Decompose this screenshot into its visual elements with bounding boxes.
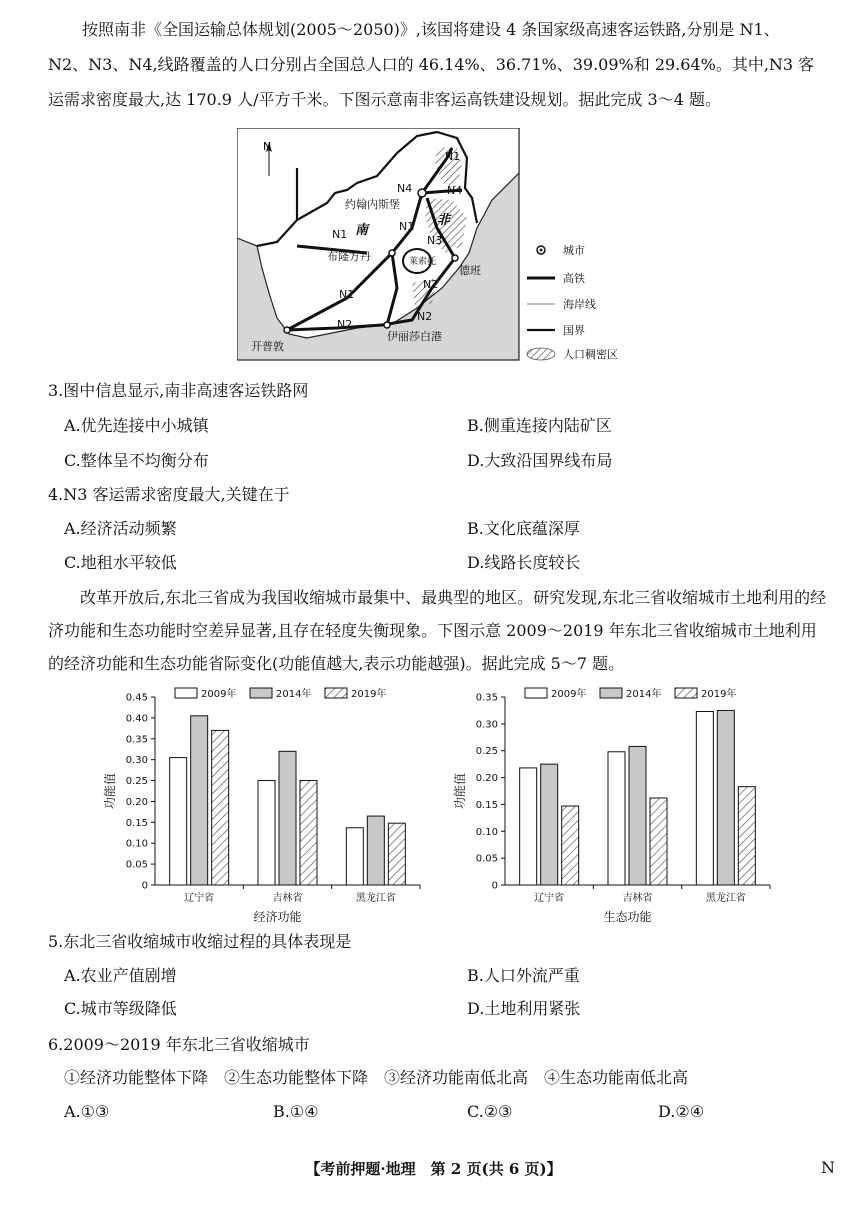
q6-option-a[interactable]: A.①③ <box>64 1102 110 1121</box>
label-south: 南 <box>355 223 369 238</box>
label-n2-c: N2 <box>337 318 353 331</box>
y-tick-label: 0.10 <box>125 838 148 850</box>
label-port-elizabeth: 伊丽莎白港 <box>387 330 442 343</box>
label-capetown: 开普敦 <box>251 340 284 353</box>
x-tick-label: 辽宁省 <box>184 893 215 904</box>
y-tick-label: 0.05 <box>475 853 498 865</box>
city-capetown <box>284 327 290 333</box>
q3-option-b[interactable]: B.侧重连接内陆矿区 <box>467 416 612 435</box>
bar-2014年-辽宁省 <box>541 764 558 885</box>
north-label: N <box>263 140 272 153</box>
q5-option-a[interactable]: A.农业产值剧增 <box>64 966 177 985</box>
q3-stem: 3.图中信息显示,南非高速客运铁路网 <box>48 381 309 400</box>
bar-2019年-吉林省 <box>300 781 317 885</box>
q6-option-d[interactable]: D.②④ <box>658 1102 705 1121</box>
legend-coast-label: 海岸线 <box>563 298 596 311</box>
q5-option-b[interactable]: B.人口外流严重 <box>467 966 580 985</box>
intro-paragraph-2: 改革开放后,东北三省成为我国收缩城市最集中、最典型的地区。研究发现,东北三省收缩城市土地利用的经济功能和生态功能时空差异显著,且存在轻度失衡现象。下图示意 2009～2019 年东北三省收缩城市土地利用的经济功能和生态功能省际变化(功能值越大,表示功能越强)。据此完成 5～7 题。 <box>48 588 827 673</box>
label-lesotho: 莱索托 <box>409 257 437 267</box>
q6-items: ①经济功能整体下降 ②生态功能整体下降 ③经济功能南低北高 ④生态功能南低北高 <box>64 1068 689 1087</box>
q3-option-d[interactable]: D.大致沿国界线布局 <box>467 451 613 470</box>
legend-dense-label: 人口稠密区 <box>563 348 618 361</box>
legend-city-label: 城市 <box>563 244 585 257</box>
y-tick-label: 0.30 <box>475 719 498 731</box>
bar-2009年-吉林省 <box>258 781 275 885</box>
legend-label-2019年: 2019年 <box>701 689 737 700</box>
chart-title: 生态功能 <box>603 910 652 924</box>
y-tick-label: 0.20 <box>475 773 498 785</box>
bar-2014年-吉林省 <box>629 746 646 885</box>
q5-stem: 5.东北三省收缩城市收缩过程的具体表现是 <box>48 932 352 951</box>
bar-2014年-黑龙江省 <box>367 816 384 885</box>
y-tick-label: 0.35 <box>475 692 498 704</box>
legend-label-2009年: 2009年 <box>201 689 237 700</box>
q3-option-a[interactable]: A.优先连接中小城镇 <box>64 416 209 435</box>
bar-2014年-黑龙江省 <box>717 710 734 885</box>
intro-line-3: 运需求密度最大,达 170.9 人/平方千米。下图示意南非客运高铁建设规划。据此完成 3～4 题。 <box>48 90 721 109</box>
bar-2014年-吉林省 <box>279 751 296 885</box>
q4-option-c[interactable]: C.地租水平较低 <box>64 553 177 572</box>
legend-label-2019年: 2019年 <box>351 689 387 700</box>
label-n3: N3 <box>427 234 443 247</box>
label-durban: 德班 <box>459 264 481 277</box>
y-tick-label: 0.10 <box>475 826 498 838</box>
q6-option-c[interactable]: C.②③ <box>467 1102 513 1121</box>
city-bloemfontein <box>389 250 395 256</box>
y-tick-label: 0.30 <box>125 755 148 767</box>
legend-label-2014年: 2014年 <box>626 689 662 700</box>
city-port-elizabeth <box>384 322 390 328</box>
y-axis-label: 功能值 <box>103 772 117 810</box>
x-tick-label: 辽宁省 <box>534 893 565 904</box>
legend-city-icon <box>537 246 545 254</box>
legend-swatch-2019年 <box>675 688 697 698</box>
q4-option-d[interactable]: D.线路长度较长 <box>467 553 581 572</box>
bar-2019年-辽宁省 <box>212 730 229 885</box>
y-tick-label: 0.15 <box>125 817 148 829</box>
chart-ecological-function <box>450 685 780 930</box>
y-axis-label: 功能值 <box>453 772 467 810</box>
bar-2019年-黑龙江省 <box>738 787 755 885</box>
q4-stem: 4.N3 客运需求密度最大,关键在于 <box>48 485 290 504</box>
bar-2009年-辽宁省 <box>170 758 187 885</box>
intro-line-2: N2、N3、N4,线路覆盖的人口分别占全国总人口的 46.14%、36.71%、39.09%和 29.64%。其中,N3 客 <box>48 55 815 74</box>
bar-2009年-辽宁省 <box>520 768 537 885</box>
q5-option-c[interactable]: C.城市等级降低 <box>64 999 177 1018</box>
q6-option-b[interactable]: B.①④ <box>273 1102 319 1121</box>
intro-line-1: 按照南非《全国运输总体规划(2005～2050)》,该国将建设 4 条国家级高速客运铁路,分别是 N1、 <box>82 20 780 39</box>
bar-2014年-辽宁省 <box>191 716 208 885</box>
legend-swatch-2019年 <box>325 688 347 698</box>
map-legend <box>527 244 618 361</box>
y-tick-label: 0.25 <box>125 776 148 788</box>
legend-border-label: 国界 <box>563 324 585 337</box>
city-durban <box>452 255 458 261</box>
label-africa: 非 <box>437 213 451 228</box>
legend-label-2009年: 2009年 <box>551 689 587 700</box>
legend-swatch-2014年 <box>250 688 272 698</box>
label-n1-d: N1 <box>339 288 355 301</box>
legend-rail-label: 高铁 <box>563 272 585 285</box>
x-tick-label: 吉林省 <box>622 893 653 904</box>
legend-label-2014年: 2014年 <box>276 689 312 700</box>
y-tick-label: 0.15 <box>475 799 498 811</box>
label-n1-a: N1 <box>445 150 461 163</box>
y-tick-label: 0 <box>491 880 498 892</box>
q4-option-a[interactable]: A.经济活动频繁 <box>64 519 177 538</box>
chart-title: 经济功能 <box>253 910 302 924</box>
label-n4-a: N4 <box>397 182 413 195</box>
city-johannesburg <box>418 189 426 197</box>
y-tick-label: 0.05 <box>125 859 148 871</box>
bar-2019年-辽宁省 <box>562 806 579 885</box>
q6-stem: 6.2009～2019 年东北三省收缩城市 <box>48 1035 310 1054</box>
q4-option-b[interactable]: B.文化底蕴深厚 <box>467 519 580 538</box>
corner-mark: N <box>821 1158 835 1177</box>
q3-option-c[interactable]: C.整体呈不均衡分布 <box>64 451 209 470</box>
y-tick-label: 0.45 <box>125 692 148 704</box>
legend-dense-icon <box>527 348 555 360</box>
label-n2-a: N2 <box>423 278 439 291</box>
bar-2009年-黑龙江省 <box>696 712 713 885</box>
label-bloemfontein: 布隆方丹 <box>327 250 371 263</box>
legend-swatch-2009年 <box>525 688 547 698</box>
bar-2009年-吉林省 <box>608 752 625 885</box>
label-n4-b: N4 <box>447 184 463 197</box>
y-tick-label: 0.40 <box>125 713 148 725</box>
x-tick-label: 吉林省 <box>272 893 303 904</box>
legend-swatch-2014年 <box>600 688 622 698</box>
y-tick-label: 0.25 <box>475 746 498 758</box>
label-n1-c: N1 <box>399 220 415 233</box>
label-n2-b: N2 <box>417 310 433 323</box>
label-johannesburg: 约翰内斯堡 <box>345 198 400 211</box>
bar-2019年-黑龙江省 <box>388 823 405 885</box>
page-footer: 【考前押题·地理 第 2 页(共 6 页)】 <box>305 1160 562 1178</box>
x-tick-label: 黑龙江省 <box>355 893 396 904</box>
label-n1-b: N1 <box>332 228 348 241</box>
y-tick-label: 0.35 <box>125 734 148 746</box>
y-tick-label: 0 <box>141 880 148 892</box>
bar-2009年-黑龙江省 <box>346 828 363 885</box>
y-tick-label: 0.20 <box>125 796 148 808</box>
south-africa-rail-map <box>237 128 637 368</box>
q5-option-d[interactable]: D.土地利用紧张 <box>467 999 581 1018</box>
bar-2019年-吉林省 <box>650 798 667 885</box>
x-tick-label: 黑龙江省 <box>705 893 746 904</box>
chart-economic-function <box>100 685 430 930</box>
legend-swatch-2009年 <box>175 688 197 698</box>
